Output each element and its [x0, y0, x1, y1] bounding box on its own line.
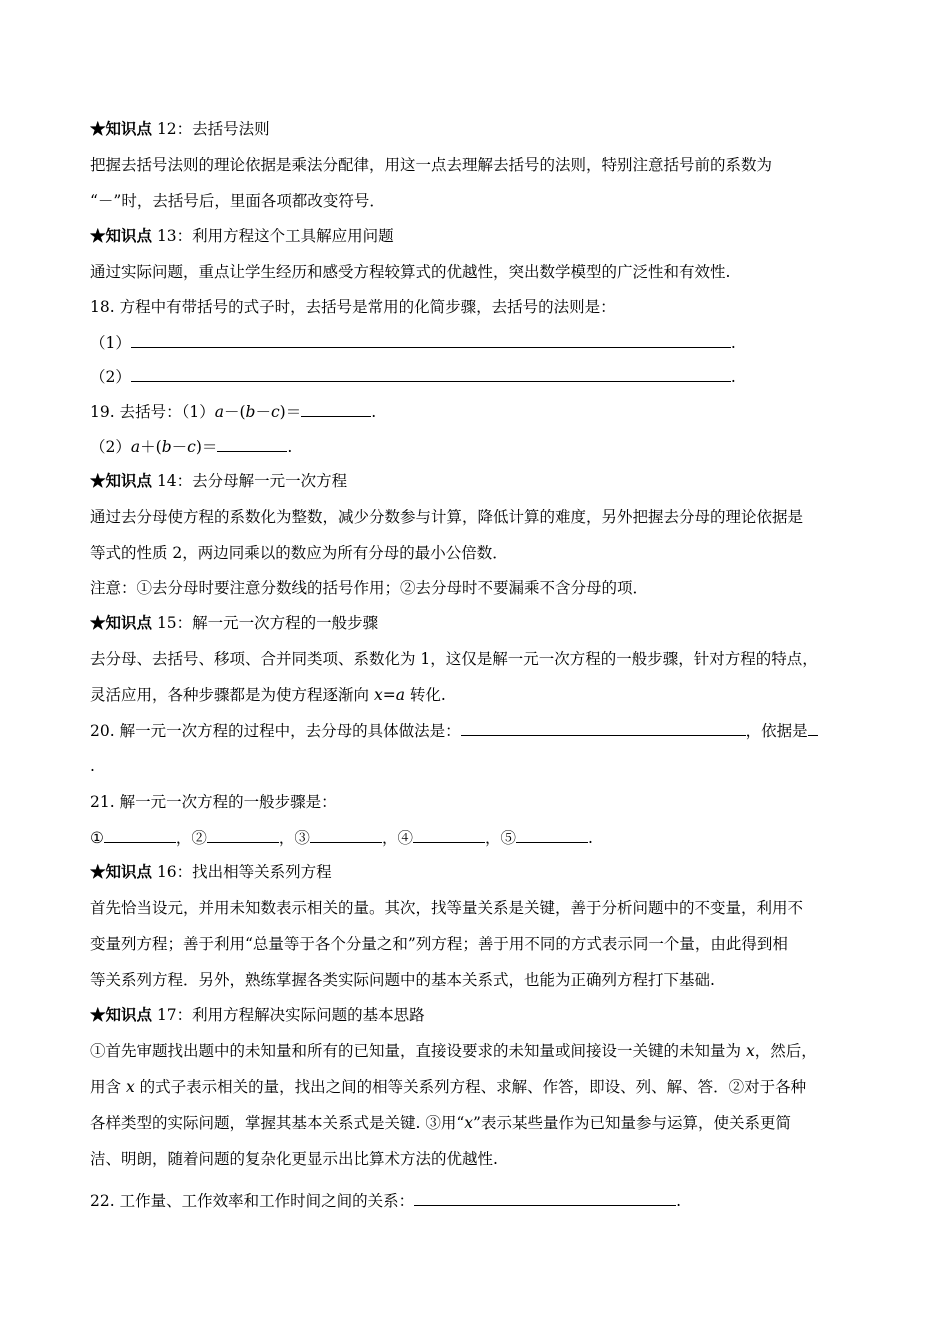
text-run: 转化.: [404, 686, 446, 704]
paragraph-kp12-line2: “－”时，去括号后，里面各项都改变符号．: [90, 192, 385, 210]
question-18: 18. 方程中有带括号的式子时，去括号是常用的化简步骤，去括号的法则是：: [90, 298, 616, 316]
var-x: x: [464, 1114, 474, 1132]
paragraph-kp16-line3: 等关系列方程．另外，熟练掌握各类实际问题中的基本关系式，也能为正确列方程打下基础.: [90, 971, 715, 989]
item-label: （1）: [90, 334, 131, 352]
operator: )＝: [279, 403, 302, 421]
question-20-end: .: [90, 757, 95, 775]
paragraph-kp17-line1: [90, 1041, 890, 1061]
heading-label: ★知识点: [90, 471, 153, 490]
paragraph-kp17-line4: 洁、明朗，随着问题的复杂化更显示出比算术方法的优越性.: [90, 1150, 498, 1168]
step-label: ①: [90, 829, 104, 847]
answer-blank[interactable]: [413, 827, 485, 843]
answer-blank[interactable]: [414, 1190, 676, 1206]
operator: )＝: [195, 438, 218, 456]
paragraph-kp15-line2: [90, 685, 890, 705]
paragraph-kp14-line2: 等式的性质 2，两边同乘以的数应为所有分母的最小公倍数．: [90, 544, 508, 562]
var-c: c: [270, 403, 280, 421]
text-run: 灵活应用，各种步骤都是为使方程逐渐向: [90, 686, 374, 704]
var-b: b: [245, 403, 256, 421]
text-run: 用含: [90, 1078, 126, 1096]
heading-kp12: [90, 119, 890, 139]
step-label: ，③: [278, 829, 310, 847]
paragraph-kp16-line2: 变量列方程；善于利用“总量等于各个分量之和”列方程；善于用不同的方式表示同一个量，由此得到相: [90, 935, 788, 953]
answer-blank[interactable]: [310, 827, 382, 843]
question-19-part2: [90, 436, 890, 457]
var-a: a: [395, 686, 405, 704]
step-label: ，④: [381, 829, 413, 847]
operator: －(: [223, 403, 246, 421]
paragraph-kp15-line1: 去分母、去括号、移项、合并同类项、系数化为 1，这仅是解一元一次方程的一般步骤，针对方程的特点，: [90, 650, 818, 668]
text-run: ，然后，: [754, 1042, 817, 1060]
heading-text: 14：去分母解一元一次方程: [152, 472, 348, 490]
paragraph-kp17-line2: [90, 1077, 890, 1097]
heading-kp17: [90, 1005, 890, 1025]
answer-blank[interactable]: [104, 827, 176, 843]
paragraph-kp16-line1: 首先恰当设元，并用未知数表示相关的量。其次，找等量关系是关键，善于分析问题中的不变量，利用不: [90, 899, 804, 917]
text-run: ”表示某些量作为已知量参与运算，使关系更简: [473, 1114, 791, 1132]
paragraph-kp17-line3: [90, 1113, 890, 1133]
var-b: b: [161, 438, 172, 456]
operator: =: [382, 686, 396, 704]
question-22: [90, 1190, 890, 1211]
operator: ＋(: [140, 438, 162, 456]
question-18-item2: [90, 366, 890, 387]
heading-text: 12：去括号法则: [152, 120, 270, 138]
answer-blank[interactable]: [131, 332, 731, 348]
heading-label: ★知识点: [90, 1005, 153, 1024]
paragraph-kp14-note: 注意：①去分母时要注意分数线的括号作用；②去分母时不要漏乘不含分母的项．: [90, 579, 649, 597]
period: .: [676, 1192, 682, 1210]
question-21: 21. 解一元一次方程的一般步骤是：: [90, 793, 337, 811]
question-19-part1: [90, 401, 890, 422]
answer-blank[interactable]: [516, 827, 588, 843]
heading-text: 17：利用方程解决实际问题的基本思路: [152, 1006, 425, 1024]
item-label: （2）: [90, 438, 131, 456]
answer-blank[interactable]: [808, 720, 818, 736]
operator: －: [171, 438, 188, 456]
question-18-item1: [90, 332, 890, 353]
question-20: [90, 720, 890, 741]
period: .: [371, 403, 377, 421]
var-c: c: [187, 438, 196, 456]
period: .: [587, 829, 593, 847]
operator: －: [255, 403, 271, 421]
paragraph-kp13-line1: 通过实际问题，重点让学生经历和感受方程较算式的优越性，突出数学模型的广泛性和有效性.: [90, 263, 731, 281]
var-a: a: [130, 438, 141, 456]
heading-kp14: [90, 471, 890, 491]
var-a: a: [214, 403, 224, 421]
heading-label: ★知识点: [90, 613, 153, 632]
heading-text: 16：找出相等关系列方程: [152, 863, 332, 881]
period: .: [730, 368, 736, 386]
paragraph-kp14-line1: 通过去分母使方程的系数化为整数，减少分数参与计算，降低计算的难度，另外把握去分母的理论依据是: [90, 508, 804, 526]
answer-blank[interactable]: [461, 720, 746, 736]
question-text: 22. 工作量、工作效率和工作时间之间的关系：: [90, 1192, 415, 1210]
heading-text: 13：利用方程这个工具解应用问题: [152, 227, 394, 245]
text-run: 的式子表示相关的量，找出之间的相等关系列方程、求解、作答，即设、列、解、答．②对于各种: [134, 1078, 807, 1096]
question-text: ，依据是: [745, 722, 808, 740]
answer-blank[interactable]: [301, 401, 371, 417]
answer-blank[interactable]: [207, 827, 279, 843]
text-run: 各样类型的实际问题，掌握其基本关系式是关键. ③用“: [90, 1114, 465, 1132]
var-x: x: [125, 1078, 135, 1096]
step-label: ，②: [175, 829, 207, 847]
heading-label: ★知识点: [90, 862, 153, 881]
answer-blank[interactable]: [131, 366, 731, 382]
period: .: [287, 438, 293, 456]
heading-text: 15：解一元一次方程的一般步骤: [152, 614, 379, 632]
heading-kp16: [90, 862, 890, 882]
step-label: ，⑤: [484, 829, 516, 847]
question-21-blanks: [90, 827, 890, 848]
heading-kp13: [90, 226, 890, 246]
var-x: x: [745, 1042, 755, 1060]
question-prefix: 19. 去括号：（1）: [90, 403, 215, 421]
text-run: ①首先审题找出题中的未知量和所有的已知量，直接设要求的未知量或间接设一关键的未知量为: [90, 1042, 746, 1060]
item-label: （2）: [90, 368, 131, 386]
paragraph-kp12-line1: 把握去括号法则的理论依据是乘法分配律，用这一点去理解去括号的法则，特别注意括号前的系数为: [90, 156, 773, 174]
question-text: 20. 解一元一次方程的过程中，去分母的具体做法是：: [90, 722, 461, 740]
answer-blank[interactable]: [217, 436, 287, 452]
heading-label: ★知识点: [90, 226, 153, 245]
heading-label: ★知识点: [90, 119, 153, 138]
heading-kp15: [90, 613, 890, 633]
period: .: [730, 334, 736, 352]
var-x: x: [373, 686, 383, 704]
